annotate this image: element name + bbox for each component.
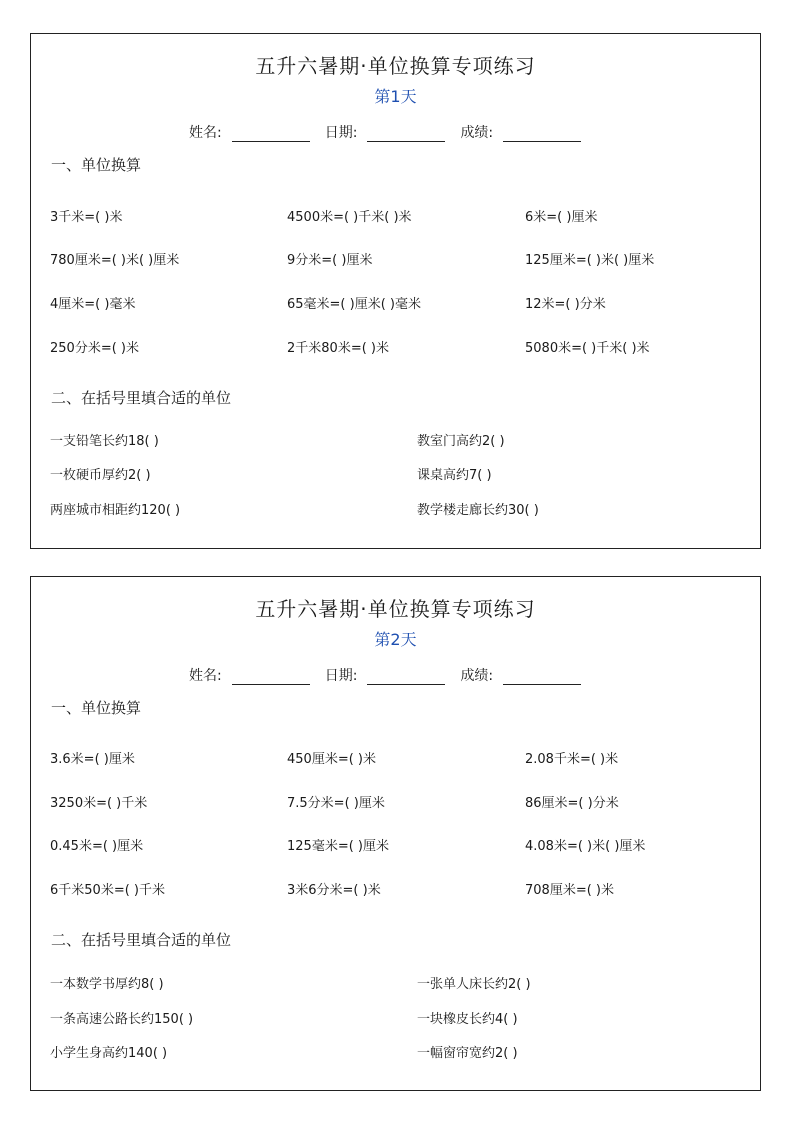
unit-question: 两座城市相距约120( ) [50,503,181,518]
unit-question: 一块橡皮长约4( ) [417,1012,518,1027]
conversion-question: 6米=( )厘米 [525,210,598,225]
conversion-question: 125厘米=( )米( )厘米 [525,253,655,268]
unit-question: 小学生身高约140( ) [50,1046,168,1061]
date-label: 日期: [324,125,358,141]
score-label: 成绩: [460,668,494,684]
conversion-question: 9分米=( )厘米 [287,253,373,268]
unit-question: 一张单人床长约2( ) [417,977,531,992]
conversion-question: 3千米=( )米 [50,210,123,225]
conversion-question: 5080米=( )千米( )米 [525,341,650,356]
conversion-question: 12米=( )分米 [525,297,606,312]
conversion-question: 250分米=( )米 [50,341,139,356]
section-unit-conversion-title: 一、单位换算 [51,156,142,174]
score-blank [503,670,581,685]
worksheet-day-2 [30,576,761,1091]
conversion-question: 3.6米=( )厘米 [50,752,135,767]
date-blank [367,670,445,685]
unit-question: 一幅窗帘宽约2( ) [417,1046,518,1061]
name-blank [232,127,310,142]
conversion-question: 708厘米=( )米 [525,883,614,898]
conversion-question: 2.08千米=( )米 [525,752,619,767]
score-label: 成绩: [460,125,494,141]
conversion-question: 65毫米=( )厘米( )毫米 [287,297,421,312]
unit-question: 课桌高约7( ) [417,468,492,483]
name-label: 姓名: [189,668,222,684]
conversion-question: 4厘米=( )毫米 [50,297,136,312]
conversion-question: 4.08米=( )米( )厘米 [525,839,646,854]
worksheet-day-1 [30,33,761,549]
unit-question: 教室门高约2( ) [417,434,505,449]
conversion-question: 125毫米=( )厘米 [287,839,389,854]
conversion-question: 6千米50米=( )千米 [50,883,165,898]
conversion-question: 4500米=( )千米( )米 [287,210,412,225]
day-label: 第1天 [374,87,417,106]
unit-question: 教学楼走廊长约30( ) [417,503,539,518]
student-info-row [189,122,596,142]
worksheet-title: 五升六暑期·单位换算专项练习 [255,54,536,78]
conversion-question: 3250米=( )千米 [50,796,148,811]
name-label: 姓名: [189,125,222,141]
conversion-question: 2千米80米=( )米 [287,341,389,356]
conversion-question: 3米6分米=( )米 [287,883,381,898]
conversion-question: 7.5分米=( )厘米 [287,796,385,811]
name-blank [232,670,310,685]
unit-question: 一支铅笔长约18( ) [50,434,159,449]
section-unit-conversion-title: 一、单位换算 [51,699,142,717]
conversion-question: 450厘米=( )米 [287,752,376,767]
date-blank [367,127,445,142]
date-label: 日期: [324,668,358,684]
day-label: 第2天 [374,630,417,649]
section-fill-units-title: 二、在括号里填合适的单位 [51,931,232,949]
section-fill-units-title: 二、在括号里填合适的单位 [51,389,232,407]
student-info-row [189,665,596,685]
conversion-question: 86厘米=( )分米 [525,796,619,811]
unit-question: 一枚硬币厚约2( ) [50,468,151,483]
conversion-question: 0.45米=( )厘米 [50,839,144,854]
unit-question: 一本数学书厚约8( ) [50,977,164,992]
score-blank [503,127,581,142]
worksheet-title: 五升六暑期·单位换算专项练习 [255,597,536,621]
conversion-question: 780厘米=( )米( )厘米 [50,253,180,268]
unit-question: 一条高速公路长约150( ) [50,1012,194,1027]
